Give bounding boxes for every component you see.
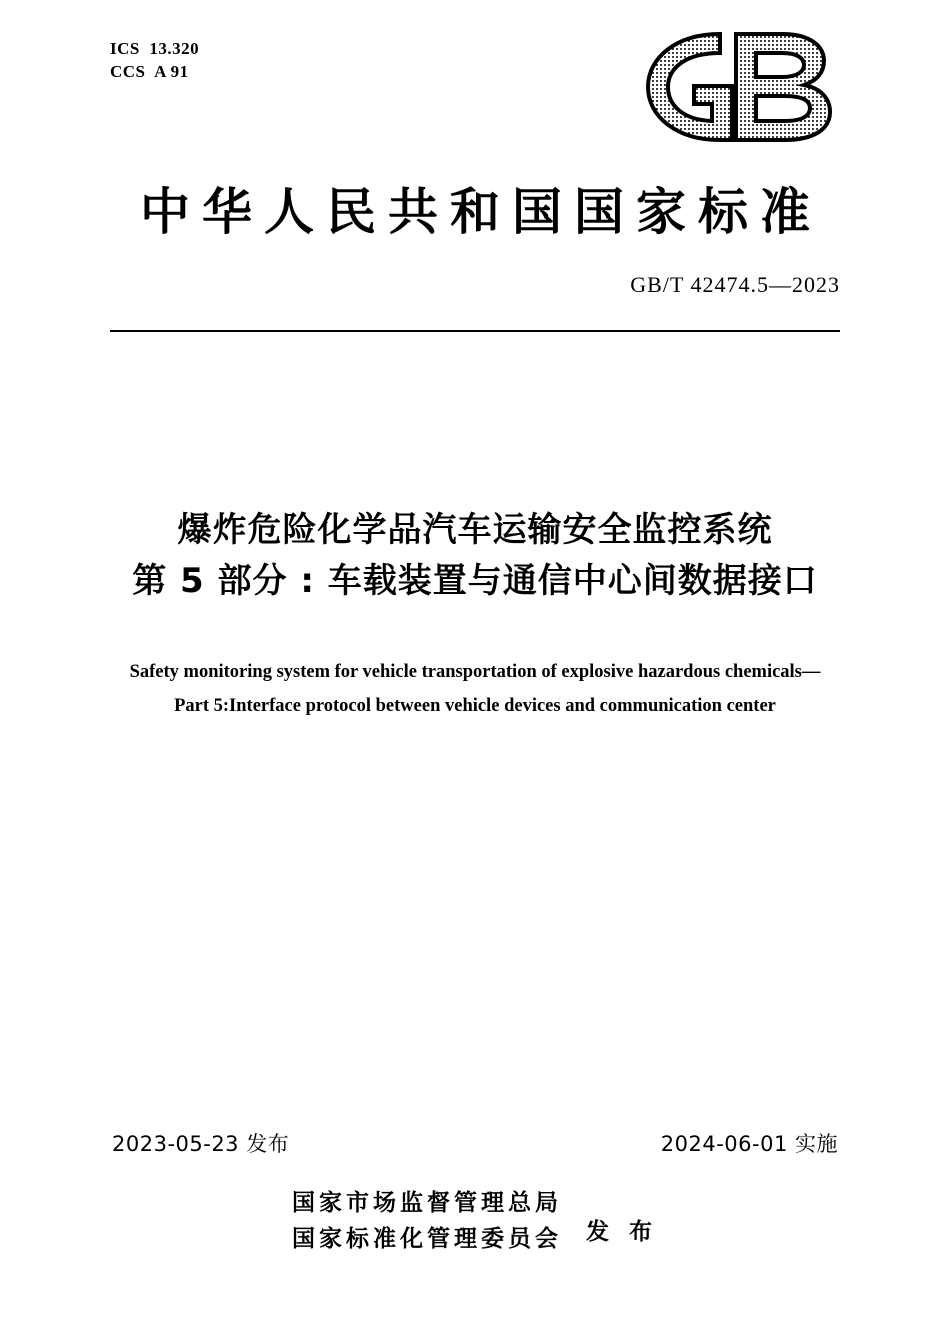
standard-number: GB/T 42474.5—2023 bbox=[630, 272, 840, 297]
document-title-cn bbox=[80, 505, 870, 607]
header-divider bbox=[110, 330, 840, 332]
issuer-line1: 国家市场监督管理总局 bbox=[291, 1190, 562, 1216]
issue-date: 2023-05-23 发布 bbox=[112, 1132, 290, 1156]
issuer-names bbox=[292, 1186, 562, 1257]
issuer-line2: 国家标准化管理委员会 bbox=[291, 1225, 562, 1252]
document-title-en-line1: Safety monitoring system for vehicle transportation of explosive hazardous chemicals— bbox=[129, 662, 821, 682]
document-title-en bbox=[90, 655, 860, 723]
implementation-date: 2024-06-01 实施 bbox=[660, 1132, 838, 1156]
gb-emblem-icon bbox=[632, 28, 842, 146]
classification-codes bbox=[110, 38, 199, 84]
document-title-en-line2: Part 5:Interface protocol between vehicle devices and communication center bbox=[174, 696, 776, 717]
ccs-code: CCS A 91 bbox=[110, 61, 189, 81]
ics-code: ICS 13.320 bbox=[110, 39, 200, 58]
document-title-cn-line1: 爆炸危险化学品汽车运输安全监控系统 bbox=[177, 510, 773, 550]
issuing-authority bbox=[0, 1186, 950, 1257]
document-title-cn-line2: 第 5 部分 : 车载装置与通信中心间数据接口 bbox=[132, 561, 818, 601]
issuer-verb: 发 布 bbox=[585, 1219, 658, 1246]
national-standard-title: 中华人民共和国国家标准 bbox=[140, 183, 822, 241]
